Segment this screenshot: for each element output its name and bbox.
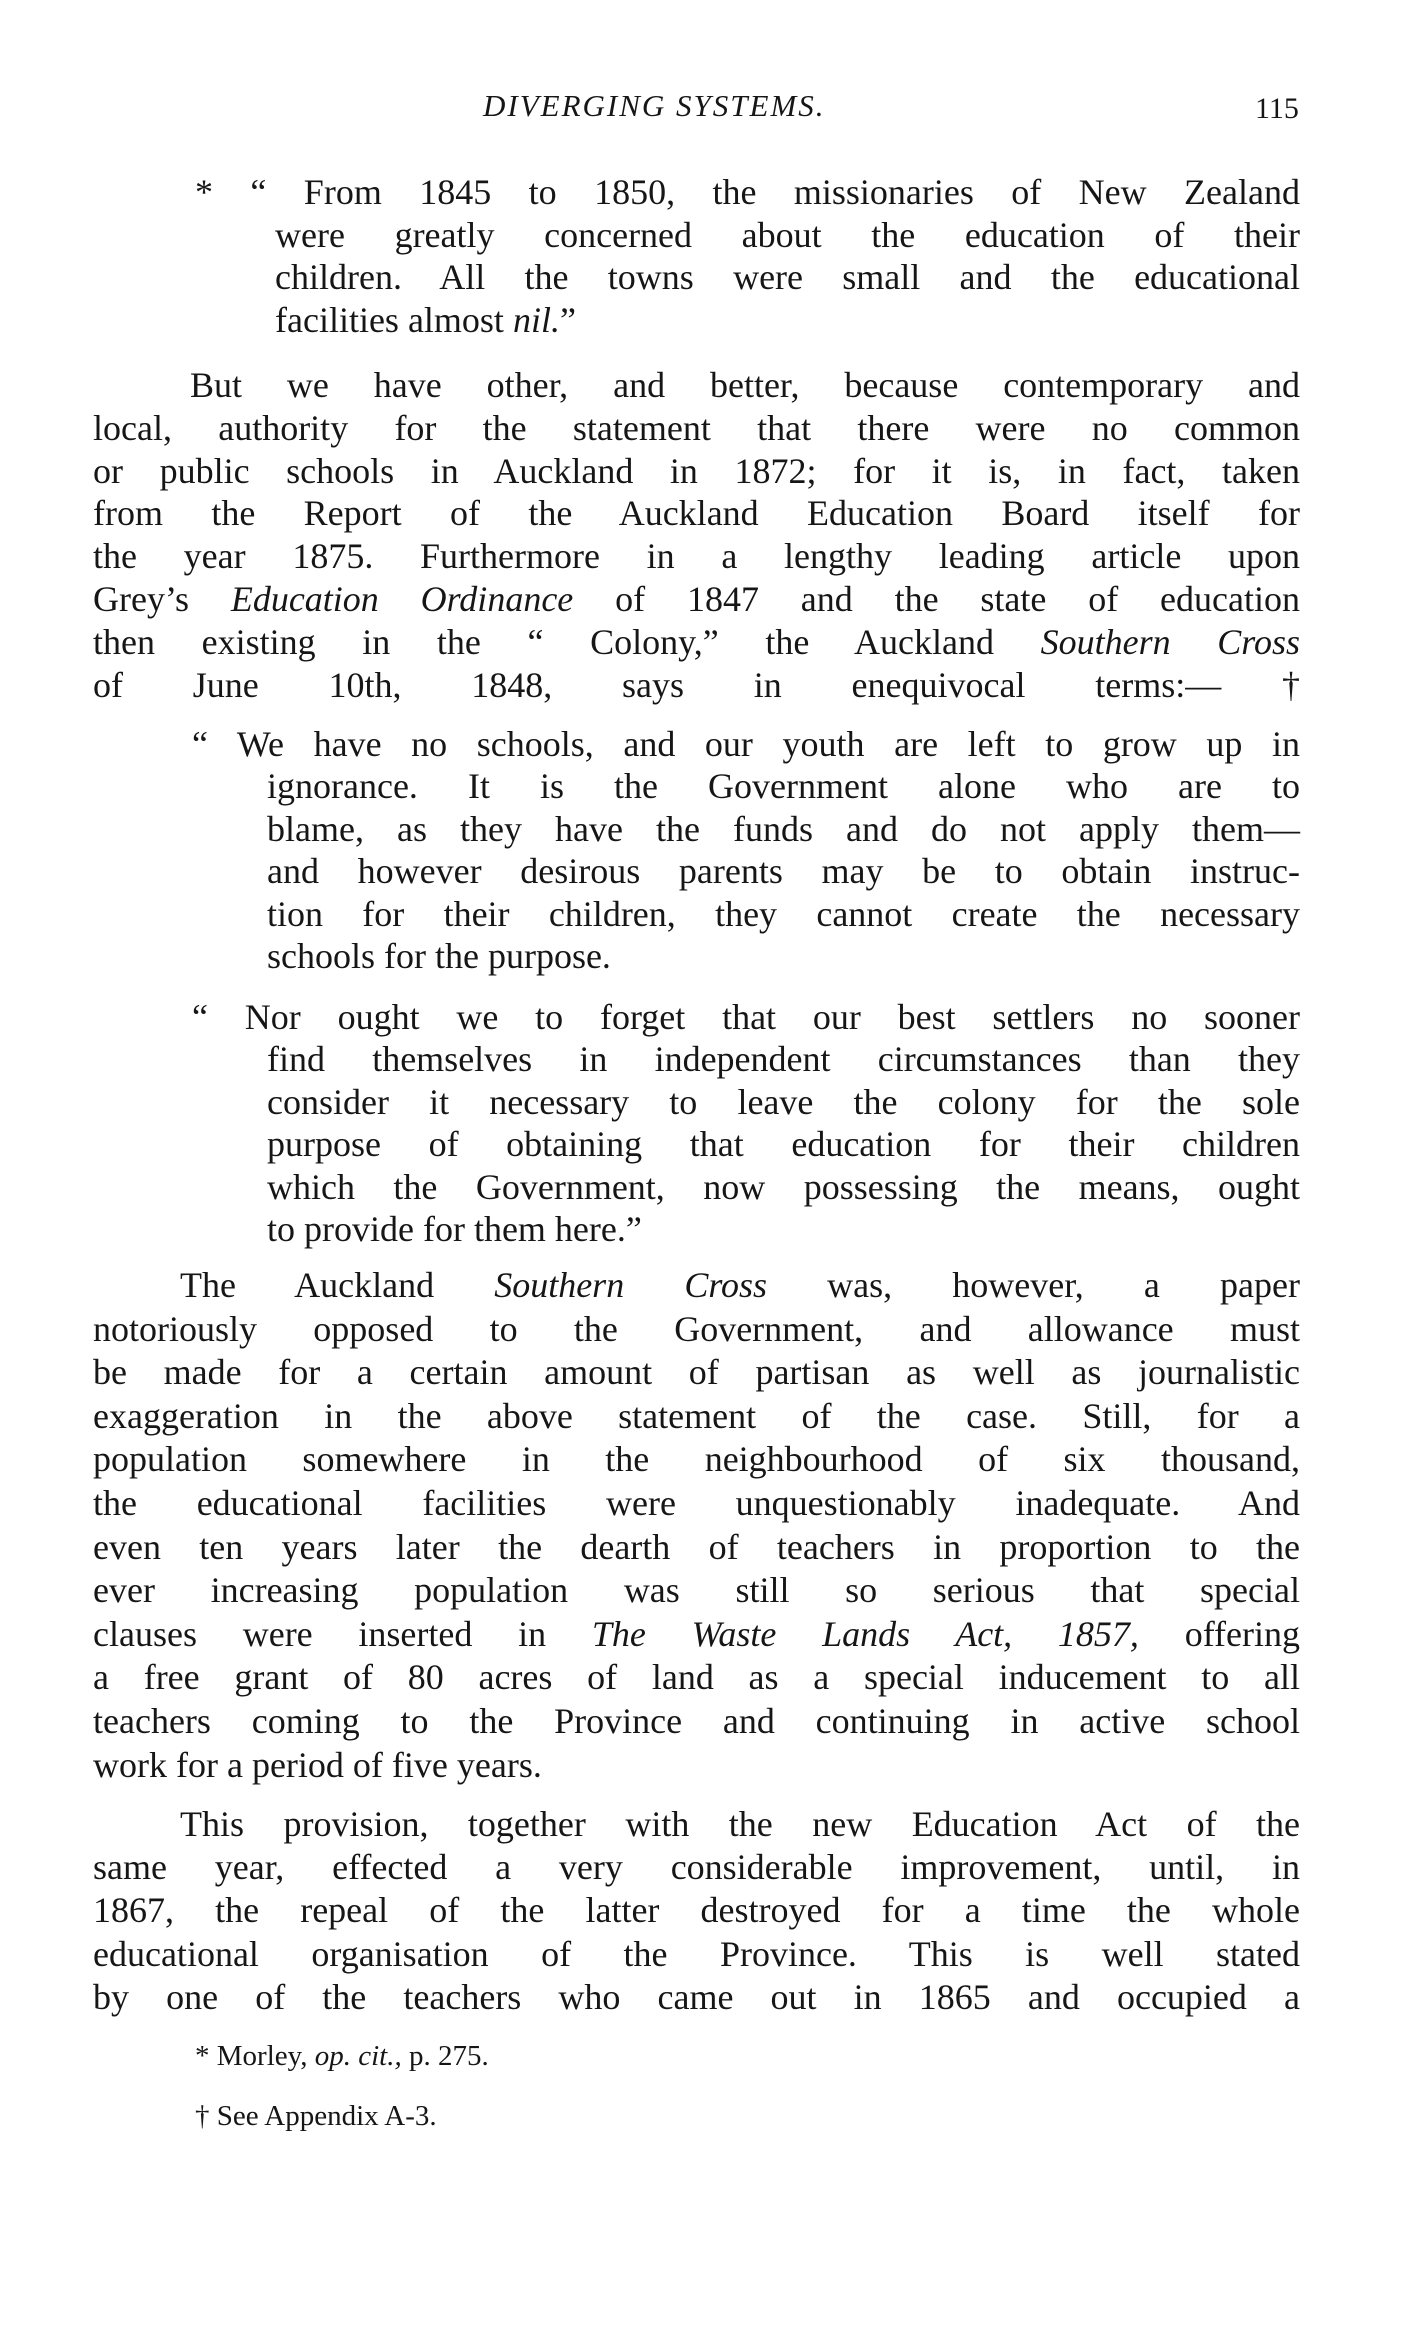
italic-text-run: The Waste Lands Act, 1857,: [591, 1613, 1139, 1654]
text-run: exaggeration in the above statement of the case. Still, for a: [93, 1395, 1300, 1436]
text-run: † See Appendix A-3.: [195, 2100, 437, 2132]
text-run: was, however, a paper: [767, 1265, 1300, 1305]
block-quote: [192, 996, 1300, 1250]
text-line: [93, 1846, 1300, 1889]
text-line: [93, 1438, 1300, 1482]
text-run: 1867, the repeal of the latter destroyed for a time the whole: [93, 1890, 1300, 1931]
text-line: [93, 1889, 1300, 1932]
text-run: The Auckland: [180, 1265, 495, 1305]
block-quote: [192, 723, 1300, 977]
text-line: [93, 1569, 1300, 1613]
text-run: teachers coming to the Province and continuing in active school: [93, 1700, 1300, 1741]
text-run: “ We have no schools, and our youth are left to grow up in: [192, 724, 1300, 764]
text-line: [93, 1933, 1300, 1976]
text-line: [93, 1656, 1300, 1700]
text-run: a free grant of 80 acres of land as a special inducement to all: [93, 1657, 1300, 1698]
text-line: [192, 723, 1300, 765]
text-line: [93, 492, 1300, 535]
text-run: from the Report of the Auckland Education Board itself for: [93, 493, 1300, 534]
text-run: p. 275.: [401, 2040, 489, 2072]
text-run: purpose of obtaining that education for their children: [267, 1124, 1300, 1165]
text-line: [93, 1308, 1300, 1352]
text-line: [93, 664, 1300, 707]
text-line: [93, 1526, 1300, 1570]
text-line: [93, 578, 1300, 621]
paragraph: [93, 1803, 1300, 2019]
text-line: [195, 171, 1300, 214]
text-line: [267, 1123, 1300, 1165]
italic-text-run: Southern Cross: [494, 1265, 768, 1305]
text-run: work for a period of five years.: [93, 1744, 542, 1785]
text-line: [93, 1351, 1300, 1395]
text-run: of 1847 and the state of education: [573, 578, 1300, 619]
paragraph: [93, 1264, 1300, 1787]
text-line: [267, 1038, 1300, 1080]
text-line: [93, 621, 1300, 664]
text-line: [275, 214, 1300, 257]
text-run: even ten years later the dearth of teachers in proportion to the: [93, 1526, 1300, 1567]
text-line: [180, 1264, 1300, 1308]
text-run: ever increasing population was still so serious that special: [93, 1570, 1300, 1611]
italic-text-run: Education Ordinance: [230, 578, 574, 619]
text-run: children. All the towns were small and the educational: [275, 257, 1300, 297]
italic-text-run: op. cit.,: [314, 2040, 402, 2072]
text-line: [93, 1744, 1300, 1788]
text-line: [275, 299, 1300, 342]
paragraph: [93, 364, 1300, 706]
text-run: then existing in the “ Colony,” the Auckland: [93, 621, 1041, 662]
text-line: [267, 765, 1300, 807]
text-run: * “ From 1845 to 1850, the missionaries of New Zealand: [195, 172, 1300, 212]
text-run: and however desirous parents may be to obtain instruc-: [267, 851, 1300, 892]
text-run: local, authority for the statement that there were no common: [93, 407, 1300, 448]
text-run: notoriously opposed to the Government, and allowance must: [93, 1308, 1300, 1349]
running-title: DIVERGING SYSTEMS.: [483, 88, 826, 123]
footnote: [195, 2100, 437, 2133]
text-run: the educational facilities were unquestionably inadequate. And: [93, 1482, 1300, 1523]
text-line: [93, 1700, 1300, 1744]
text-run: to provide for them here.”: [267, 1208, 642, 1249]
text-run: consider it necessary to leave the colony for the sole: [267, 1081, 1300, 1122]
text-line: [267, 1166, 1300, 1208]
text-run: educational organisation of the Province. This is well stated: [93, 1933, 1300, 1974]
text-line: [267, 808, 1300, 850]
text-line: [93, 450, 1300, 493]
footnote: [195, 2040, 489, 2073]
text-run: be made for a certain amount of partisan as well as journalistic: [93, 1352, 1300, 1393]
text-run: schools for the purpose.: [267, 935, 611, 976]
text-run: “ Nor ought we to forget that our best settlers no sooner: [192, 997, 1300, 1037]
text-line: [190, 364, 1300, 407]
text-line: [93, 1395, 1300, 1439]
italic-text-run: nil.: [512, 299, 560, 340]
text-line: [267, 850, 1300, 892]
text-run: the year 1875. Furthermore in a lengthy leading article upon: [93, 536, 1300, 577]
text-run: But we have other, and better, because contemporary and: [190, 365, 1300, 405]
text-line: [180, 1803, 1300, 1846]
block-quote: [195, 171, 1300, 341]
text-line: [93, 407, 1300, 450]
text-run: offering: [1138, 1613, 1300, 1654]
text-line: [93, 1482, 1300, 1526]
text-run: were greatly concerned about the education of their: [275, 214, 1300, 255]
text-line: [275, 256, 1300, 299]
text-line: [267, 1081, 1300, 1123]
text-run: same year, effected a very considerable improvement, until, in: [93, 1847, 1300, 1888]
text-line: [93, 1976, 1300, 2019]
text-run: blame, as they have the funds and do not apply them—: [267, 808, 1300, 849]
text-run: Grey’s: [93, 578, 231, 619]
text-line: [93, 1613, 1300, 1657]
text-run: facilities almost: [275, 299, 513, 340]
text-run: ignorance. It is the Government alone who are to: [267, 766, 1300, 807]
italic-text-run: Southern Cross: [1040, 621, 1300, 662]
text-run: population somewhere in the neighbourhood of six thousand,: [93, 1439, 1300, 1480]
text-run: This provision, together with the new Education Act of the: [180, 1804, 1300, 1844]
text-run: or public schools in Auckland in 1872; for it is, in fact, taken: [93, 450, 1300, 491]
text-line: [93, 535, 1300, 578]
text-line: [267, 935, 1300, 977]
text-run: ”: [559, 299, 576, 340]
text-run: by one of the teachers who came out in 1865 and occupied a: [93, 1976, 1300, 2017]
text-line: [192, 996, 1300, 1038]
page-number: 115: [1255, 92, 1299, 125]
text-run: which the Government, now possessing the means, ought: [267, 1166, 1300, 1207]
text-run: of June 10th, 1848, says in enequivocal terms:—†: [93, 664, 1300, 705]
text-line: [267, 893, 1300, 935]
text-run: clauses were inserted in: [93, 1613, 592, 1654]
text-run: tion for their children, they cannot create the necessary: [267, 893, 1300, 934]
text-run: * Morley,: [195, 2040, 315, 2072]
text-line: [267, 1208, 1300, 1250]
text-run: find themselves in independent circumstances than they: [267, 1039, 1300, 1080]
